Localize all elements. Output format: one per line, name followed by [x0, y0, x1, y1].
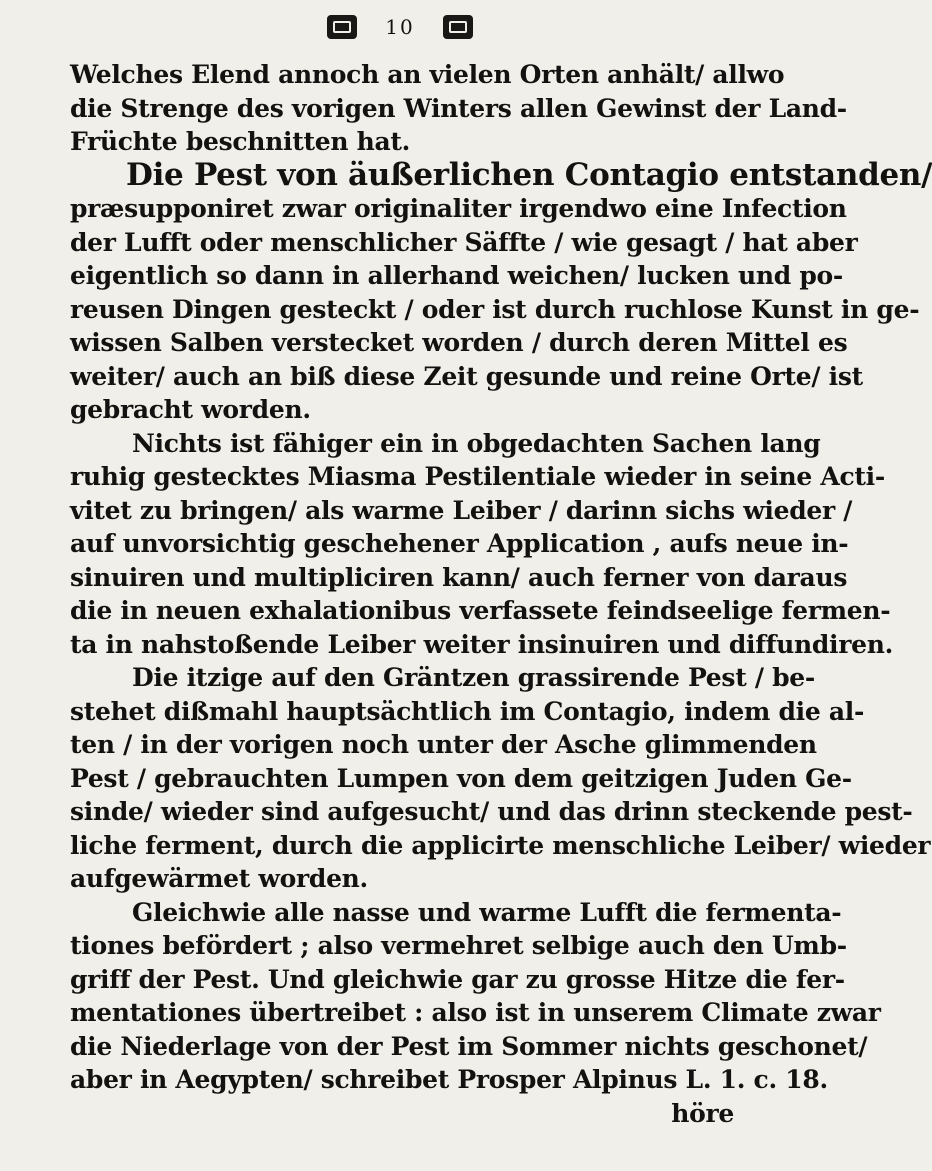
- text-line: tiones befördert ; also vermehret selbige auch den Umb-: [70, 931, 847, 960]
- text-line: ten / in der vorigen noch unter der Asche glimmenden: [70, 730, 817, 759]
- text-line: ta in nahstoßende Leiber weiter insinuiren und diffundiren.: [70, 629, 893, 659]
- page-number: 10: [385, 15, 415, 39]
- text-line: præsupponiret zwar originaliter irgendwo eine Infection: [70, 194, 847, 223]
- text-line: gebracht worden.: [70, 395, 311, 424]
- catchword: höre: [671, 1098, 734, 1128]
- text-line: liche ferment, durch die applicirte menschliche Leiber/ wieder: [70, 830, 931, 860]
- text-line: auf unvorsichtig geschehener Application , aufs neue in-: [70, 529, 849, 558]
- text-line: mentationes übertreibet : also ist in unserem Climate zwar: [70, 998, 881, 1027]
- text-line: wissen Salben verstecket worden / durch deren Mittel es: [70, 328, 848, 357]
- text-line: aufgewärmet worden.: [70, 864, 368, 893]
- text-line: die in neuen exhalationibus verfassete feindseelige fermen-: [70, 596, 891, 625]
- text-line: griff der Pest. Und gleichwie gar zu grosse Hitze die fer-: [70, 964, 845, 994]
- text-line: Früchte beschnitten hat.: [70, 127, 411, 156]
- left-ornament-icon: [327, 15, 357, 39]
- text-line: ruhig gestecktes Miasma Pestilentiale wieder in seine Acti-: [70, 462, 885, 491]
- right-ornament-icon: [443, 15, 473, 39]
- paragraph-start-line: Die itzige auf den Gräntzen grassirende Pest / be-: [132, 663, 815, 692]
- paragraph-start-line: Nichts ist fähiger ein in obgedachten Sachen lang: [132, 428, 821, 458]
- text-line: die Strenge des vorigen Winters allen Gewinst der Land-: [70, 93, 847, 123]
- text-line: der Lufft oder menschlicher Säffte / wie gesagt / hat aber: [70, 227, 858, 257]
- text-line: die Niederlage von der Pest im Sommer nichts geschonet/: [70, 1031, 868, 1061]
- section-heading-line: Die Pest von äußerlichen Contagio entstanden/: [126, 156, 932, 193]
- page-header: [0, 6, 800, 46]
- text-line: Welches Elend annoch an vielen Orten anhält/ allwo: [70, 60, 785, 89]
- text-line: reusen Dingen gesteckt / oder ist durch ruchlose Kunst in ge-: [70, 294, 920, 324]
- text-line: Pest / gebrauchten Lumpen von dem geitzigen Juden Ge-: [70, 763, 852, 793]
- text-line: stehet dißmahl hauptsächtlich im Contagio, indem die al-: [70, 696, 865, 726]
- text-line: vitet zu bringen/ als warme Leiber / darinn sichs wieder /: [70, 495, 853, 525]
- text-line: sinuiren und multipliciren kann/ auch ferner von daraus: [70, 562, 848, 592]
- text-line: eigentlich so dann in allerhand weichen/ lucken und po-: [70, 261, 843, 290]
- text-line: sinde/ wieder sind aufgesucht/ und das drinn steckende pest-: [70, 797, 913, 826]
- text-line: weiter/ auch an biß diese Zeit gesunde und reine Orte/ ist: [70, 361, 863, 391]
- paragraph-start-line: Gleichwie alle nasse und warme Lufft die fermenta-: [132, 897, 842, 927]
- text-line: aber in Aegypten/ schreibet Prosper Alpinus L. 1. c. 18.: [70, 1065, 828, 1094]
- text-body: [70, 58, 932, 1130]
